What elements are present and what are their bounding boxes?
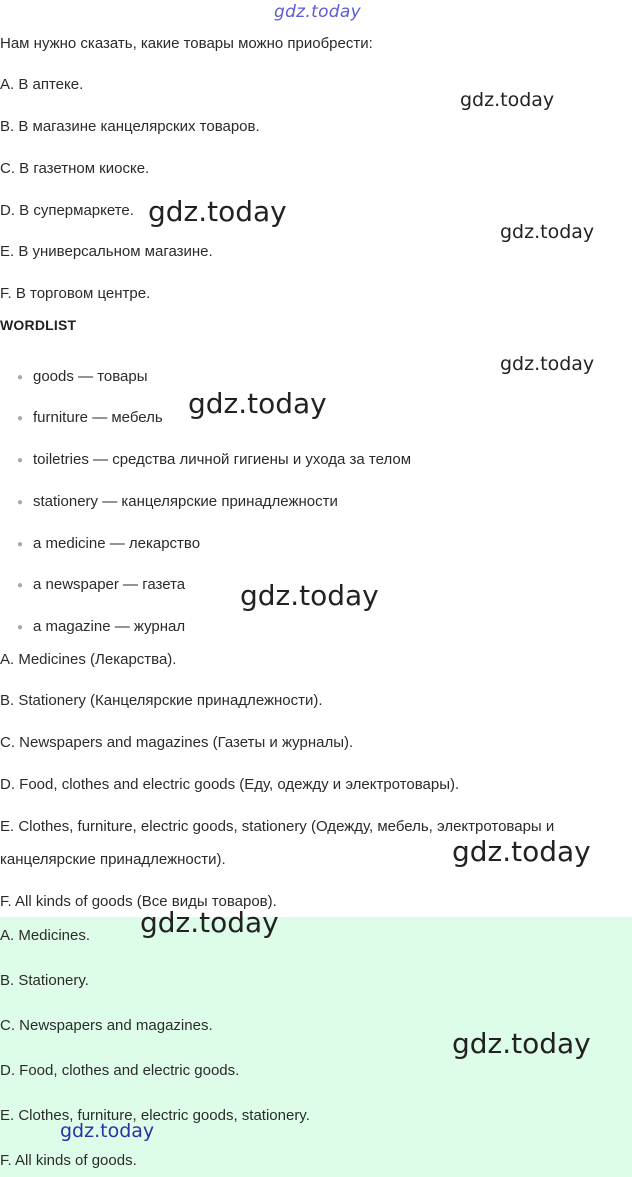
bullet-icon: ● (17, 497, 24, 508)
wordlist-item: furniture — мебель (33, 409, 163, 426)
option-e: E. В универсальном магазине. (0, 243, 213, 260)
option-a: A. В аптеке. (0, 76, 84, 93)
option-c: C. В газетном киоске. (0, 160, 150, 177)
watermark: gdz.today (452, 835, 591, 868)
option-d: D. В супермаркете. (0, 202, 134, 219)
wordlist-item: a newspaper — газета (33, 576, 186, 593)
translation-line: F. All kinds of goods (Все виды товаров). (0, 893, 277, 910)
bullet-icon: ● (17, 622, 24, 633)
option-b: B. В магазине канцелярских товаров. (0, 118, 260, 135)
watermark: gdz.today (240, 579, 379, 612)
answer-line: A. Medicines. (0, 927, 91, 944)
translation-line: A. Medicines (Лекарства). (0, 651, 177, 668)
translation-line: B. Stationery (Канцелярские принадлежности). (0, 692, 323, 709)
watermark: gdz.today (460, 89, 555, 111)
watermark: gdz.today (140, 906, 279, 939)
watermark: gdz.today (60, 1120, 155, 1142)
answer-line: E. Clothes, furniture, electric goods, stationery. (0, 1107, 310, 1124)
watermark: gdz.today (148, 195, 287, 228)
bullet-icon: ● (17, 539, 24, 550)
answer-line: D. Food, clothes and electric goods. (0, 1062, 240, 1079)
answer-line: F. All kinds of goods. (0, 1152, 137, 1169)
bullet-icon: ● (17, 413, 24, 424)
wordlist-item: a magazine — журнал (33, 618, 186, 635)
translation-line: E. Clothes, furniture, electric goods, stationery (Одежду, мебель, электротовары и (0, 818, 555, 835)
translation-line: D. Food, clothes and electric goods (Еду, одежду и электротовары). (0, 776, 460, 793)
wordlist-item: toiletries — средства личной гигиены и ухода за телом (33, 451, 412, 468)
watermark: gdz.today (188, 387, 327, 420)
bullet-icon: ● (17, 455, 24, 466)
translation-line: канцелярские принадлежности). (0, 851, 226, 868)
translation-line: C. Newspapers and magazines (Газеты и журналы). (0, 734, 354, 751)
wordlist-item: stationery — канцелярские принадлежности (33, 493, 338, 510)
watermark: gdz.today (500, 353, 595, 375)
answer-line: B. Stationery. (0, 972, 89, 989)
wordlist-title: WORDLIST (0, 317, 77, 333)
watermark-top: gdz.today (274, 2, 361, 22)
bullet-icon: ● (17, 580, 24, 591)
bullet-icon: ● (17, 372, 24, 383)
answer-line: C. Newspapers and magazines. (0, 1017, 213, 1034)
watermark: gdz.today (452, 1027, 591, 1060)
wordlist-item: goods — товары (33, 368, 148, 385)
intro-text: Нам нужно сказать, какие товары можно приобрести: (0, 35, 373, 52)
wordlist-item: a medicine — лекарство (33, 535, 201, 552)
option-f: F. В торговом центре. (0, 285, 151, 302)
watermark: gdz.today (500, 221, 595, 243)
